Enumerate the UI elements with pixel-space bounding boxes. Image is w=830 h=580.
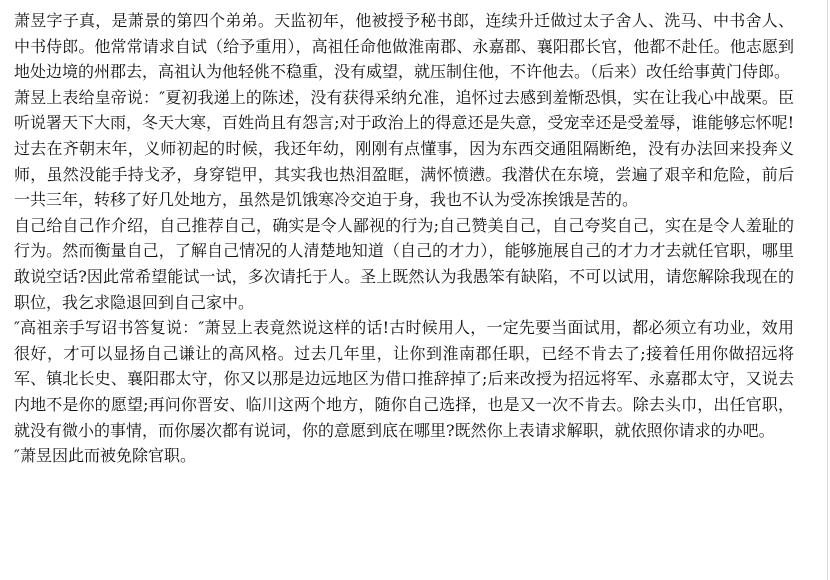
paragraph-intro: 萧昱字子真，是萧景的第四个弟弟。天监初年，他被授予秘书郎，连续升迁做过太子舍人、洗马、中书舍人、中书侍郎。他常常请求自试（给予重用），高祖任命他做淮南郡、永嘉郡、襄阳郡长官，他都不赴任。他志愿到地处边境的州郡去，高祖认为他轻佻不稳重，没有威望，就压制住他，不许他去。（后来）改任给事黄门侍郎。 xyxy=(14,11,794,82)
paragraph-self-recommendation: 自己给自己作介绍，自己推荐自己，确实是令人鄙视的行为;自己赞美自己，自己夸奖自己，实在是令人羞耻的行为。然而衡量自己，了解自己情况的人清楚地知道（自己的才力），能够施展自己的才力才去就任官职，哪里敢说空话?因此常希望能试一试，多次请托于人。圣上既然认为我愚笨有缺陷，不可以试用，请您解除我现在的职位，我乞求隐退回到自己家中。 xyxy=(14,215,794,312)
paragraph-dismissal: ″萧昱因此而被免除官职。 xyxy=(14,446,196,466)
paragraph-imperial-reply: ″高祖亲手写诏书答复说：″萧昱上表竟然说这样的话!古时候用人，一定先要当面试用，都必须立有功业，效用很好，才可以显扬自己谦让的高风格。过去几年里，让你到淮南郡任职，已经不肯去了;接着任用你做招远将军、镇北长史、襄阳郡太守，你又以那是边远地区为借口推辞掉了;后来改授为招远将军、永嘉郡太守，又说去内地不是你的愿望;再问你晋安、临川这两个地方，随你自己选择，也是又一次不肯去。除去头巾，出任官职，就没有微小的事情，而你屡次都有说词，你的意愿到底在哪里?既然你上表请求解职，就依照你请求的办吧。 xyxy=(14,318,794,440)
page-edge-divider xyxy=(827,0,828,580)
paragraph-memorial: 萧昱上表给皇帝说：″夏初我递上的陈述，没有获得采纳允准，追怀过去感到羞惭恐惧，实在让我心中战栗。臣听说署天下大雨，冬天大寒，百姓尚且有怨言;对于政治上的得意还是失意，受宠幸还是受羞辱，谁能够忘怀呢!过去在齐朝末年，义师初起的时候，我还年幼，刚刚有点懂事，因为东西交通阻隔断绝，没有办法回来投奔义师，虽然没能手持戈矛，身穿铠甲，其实我也热泪盈眶，满怀愤懑。我潜伏在东境，尝遍了艰辛和危险，前后一共三年，转移了好几处地方，虽然是饥饿寒冷交迫于身，我也不认为受冻挨饿是苦的。 xyxy=(14,87,794,210)
